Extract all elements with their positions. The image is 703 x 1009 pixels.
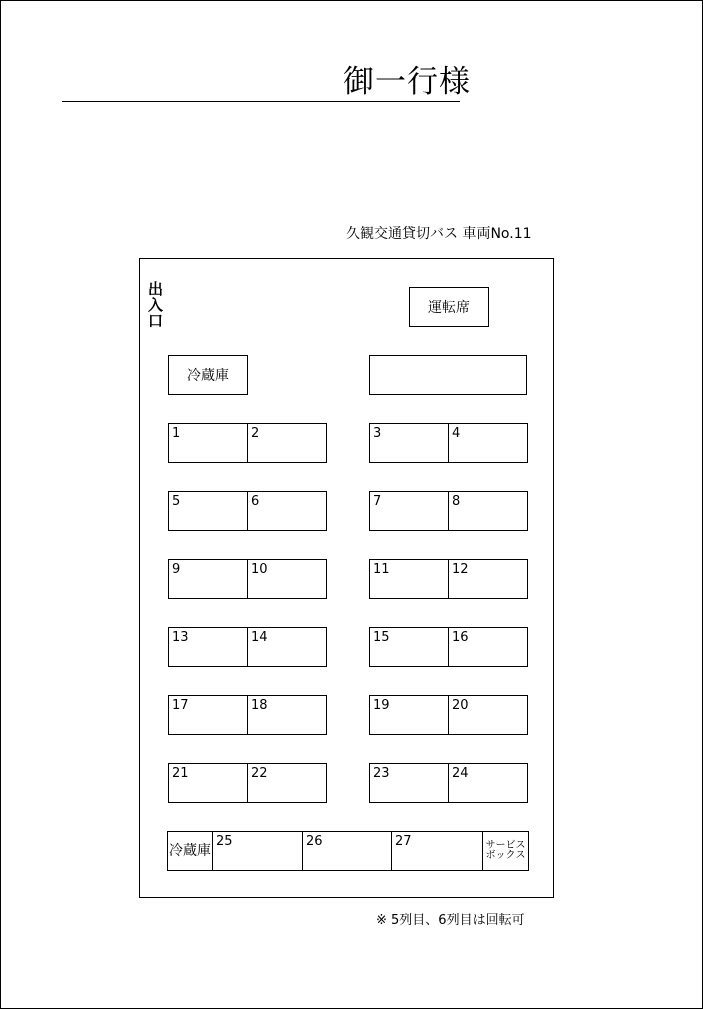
seat[interactable]: 15	[369, 627, 449, 667]
seat[interactable]: 10	[247, 559, 327, 599]
seat[interactable]: 26	[302, 831, 392, 871]
seat[interactable]: 19	[369, 695, 449, 735]
seat[interactable]: 25	[212, 831, 303, 871]
seat[interactable]: 2	[247, 423, 327, 463]
seat[interactable]: 9	[168, 559, 248, 599]
seat[interactable]: 18	[247, 695, 327, 735]
seat[interactable]: 20	[448, 695, 528, 735]
service-box-label-2: ボックス	[485, 850, 526, 861]
seat[interactable]: 22	[247, 763, 327, 803]
seat[interactable]: 6	[247, 491, 327, 531]
entrance-char: 入	[148, 296, 164, 314]
driver-seat: 運転席	[409, 287, 489, 327]
rotation-note: ※ 5列目、6列目は回転可	[376, 913, 525, 928]
entrance-char: 出	[148, 280, 164, 298]
seat[interactable]: 13	[168, 627, 248, 667]
seat[interactable]: 8	[448, 491, 528, 531]
vehicle-info: 久観交通貸切バス 車両No.11	[346, 226, 532, 242]
seat[interactable]: 14	[247, 627, 327, 667]
seat[interactable]: 1	[168, 423, 248, 463]
seat[interactable]: 7	[369, 491, 449, 531]
seat[interactable]: 24	[448, 763, 528, 803]
front-fridge: 冷蔵庫	[168, 355, 248, 395]
service-box-label-1: サービス	[485, 840, 526, 851]
entrance-char: 口	[148, 312, 164, 330]
seat[interactable]: 12	[448, 559, 528, 599]
seat[interactable]: 11	[369, 559, 449, 599]
seat[interactable]: 21	[168, 763, 248, 803]
front-right-box	[369, 355, 527, 395]
seat[interactable]: 3	[369, 423, 449, 463]
title-underline	[62, 101, 460, 102]
page-title: 御一行様	[343, 64, 471, 100]
seat[interactable]: 27	[391, 831, 483, 871]
seat[interactable]: 23	[369, 763, 449, 803]
service-box	[482, 831, 529, 871]
seat[interactable]: 17	[168, 695, 248, 735]
seat[interactable]: 5	[168, 491, 248, 531]
seat[interactable]: 4	[448, 423, 528, 463]
entrance-label	[148, 281, 164, 329]
back-fridge: 冷蔵庫	[167, 831, 213, 871]
seat[interactable]: 16	[448, 627, 528, 667]
